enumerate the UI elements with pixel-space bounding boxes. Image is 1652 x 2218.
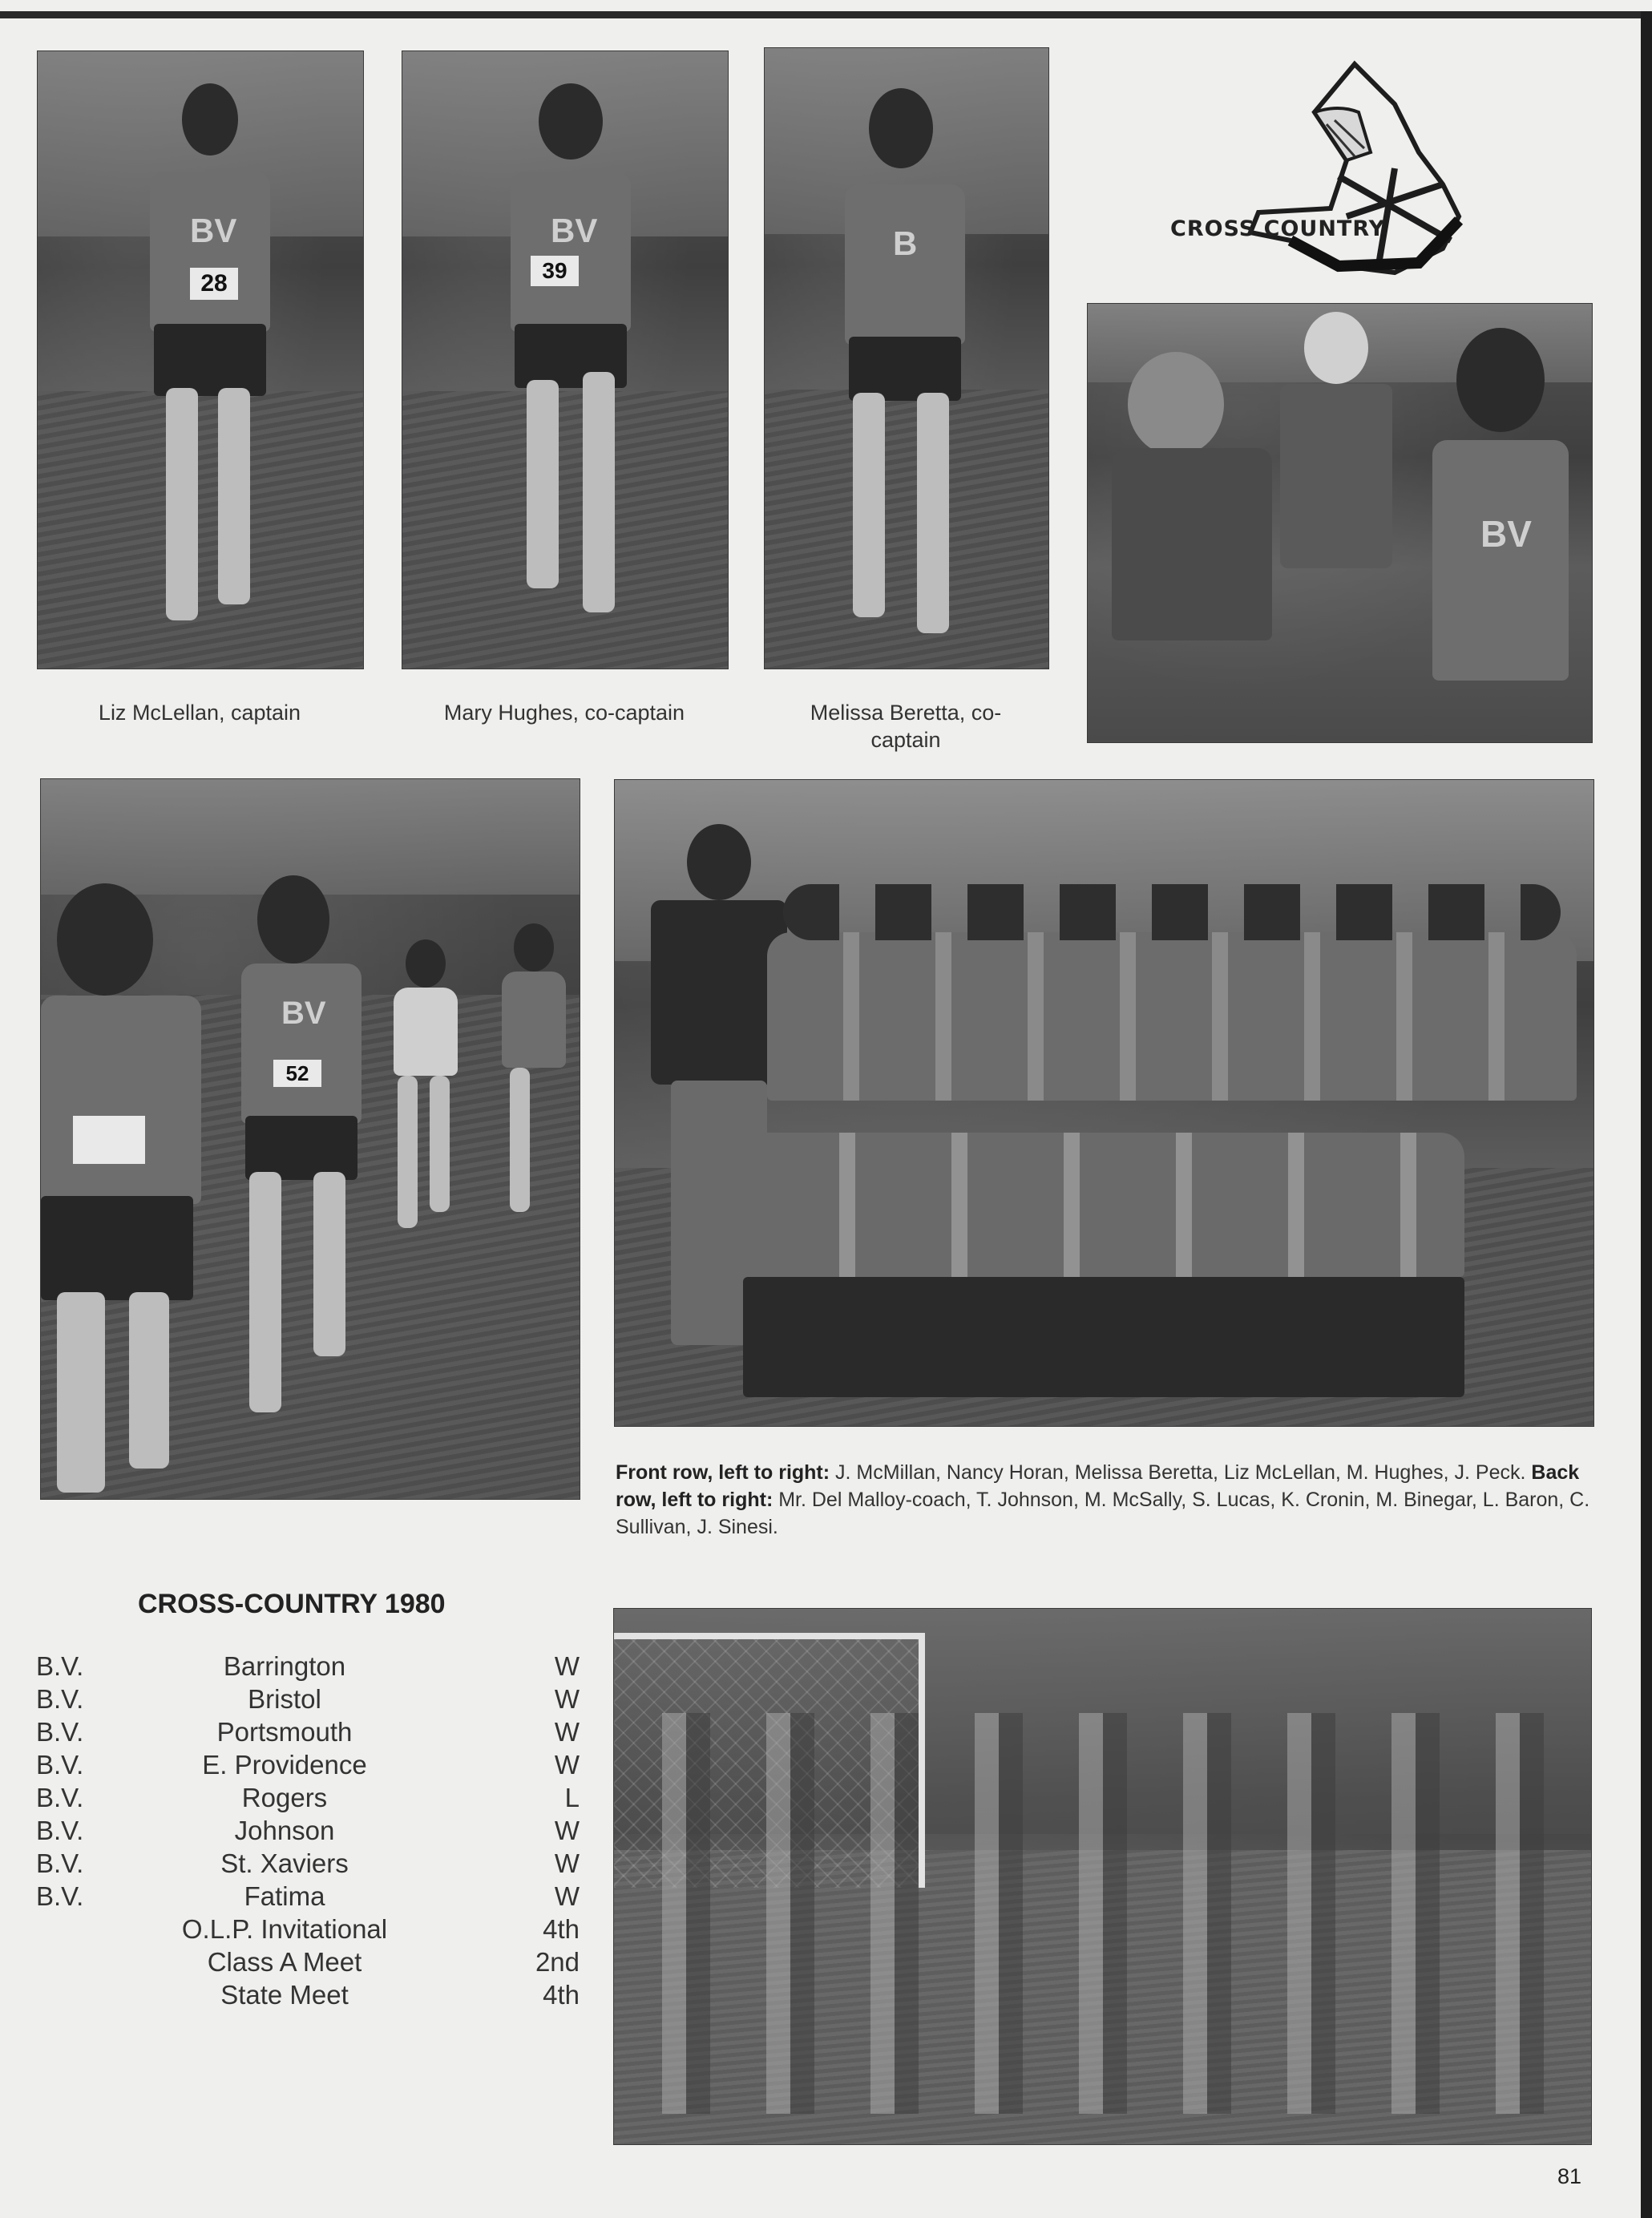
runner-shorts: [154, 324, 266, 396]
schedule-opponent: St. Xaviers: [220, 1848, 349, 1878]
logo-text: CROSS COUNTRY: [1170, 216, 1386, 241]
caption-line: captain: [870, 728, 941, 752]
runner-jersey: [1432, 440, 1569, 681]
back-row-heads: [783, 884, 1561, 940]
front-row-names: J. McMillan, Nancy Horan, Melissa Beretta, Liz McLellan, M. Hughes, J. Peck.: [830, 1461, 1532, 1484]
team-photo-caption: [616, 1459, 1593, 1541]
schedule-opponent: Bristol: [248, 1684, 321, 1714]
schedule-result: L: [564, 1783, 580, 1812]
schedule-title: CROSS-COUNTRY 1980: [138, 1589, 446, 1619]
schedule-opponent: Class A Meet: [207, 1947, 362, 1977]
caption-liz-mclellan: Liz McLellan, captain: [98, 701, 301, 725]
runner-head: [57, 883, 153, 996]
race-bib: 52: [273, 1060, 321, 1087]
top-rule: [0, 11, 1652, 18]
runner-jersey: [845, 184, 965, 345]
schedule-row: [36, 1947, 589, 1980]
photo-field-run: [613, 1608, 1592, 2145]
runner-jersey: [394, 988, 458, 1076]
runner-jersey: [1112, 448, 1272, 640]
photo-race: [40, 778, 580, 1500]
schedule-result: W: [554, 1651, 580, 1681]
page-number: 81: [1557, 2164, 1582, 2188]
runner-leg: [583, 372, 615, 612]
jersey-letters: BV: [190, 212, 237, 249]
schedule-opponent: Johnson: [234, 1816, 335, 1845]
jersey-letters: BV: [1480, 513, 1532, 555]
back-row-jerseys: [767, 932, 1577, 1101]
schedule-row: [36, 1914, 589, 1947]
schedule-result: 4th: [543, 1980, 580, 2010]
runner-jersey: [502, 972, 566, 1068]
runner-figure: [217, 875, 394, 1436]
schedule-result: W: [554, 1684, 580, 1714]
schedule-opponent: Barrington: [223, 1651, 346, 1681]
schedule-row: [36, 1717, 589, 1750]
runner-leg: [853, 393, 885, 617]
runner-figure: [805, 80, 997, 657]
front-row-label: Front row, left to right:: [616, 1461, 830, 1484]
race-bib: [73, 1116, 145, 1164]
runner-head: [514, 923, 554, 972]
runner-figure: [490, 923, 578, 1228]
schedule-result: W: [554, 1816, 580, 1845]
caption-melissa-beretta: [764, 699, 1048, 753]
schedule-team: B.V.: [36, 1783, 84, 1812]
runner-shorts: [245, 1116, 357, 1180]
schedule-opponent: Fatima: [244, 1881, 325, 1911]
schedule-team: B.V.: [36, 1816, 84, 1845]
schedule-team: B.V.: [36, 1684, 84, 1714]
photo-liz-mclellan: [37, 51, 364, 669]
runner-leg: [218, 388, 250, 604]
schedule-result: W: [554, 1717, 580, 1747]
schedule-row: [36, 1816, 589, 1848]
coach-shirt: [1280, 384, 1392, 568]
photo-melissa-beretta: [764, 47, 1049, 669]
race-bib: 39: [531, 256, 579, 286]
runner-head: [1128, 352, 1224, 456]
runner-shorts: [41, 1196, 193, 1300]
runner-leg: [527, 380, 559, 588]
runner-figure: [467, 83, 667, 644]
schedule-result: W: [554, 1750, 580, 1780]
runner-head: [869, 88, 933, 168]
runner-head: [406, 939, 446, 988]
schedule-opponent: O.L.P. Invitational: [181, 1914, 388, 1944]
front-row-legs: [743, 1277, 1464, 1397]
schedule-row: [36, 1684, 589, 1717]
runner-leg: [57, 1292, 105, 1493]
schedule-result: W: [554, 1848, 580, 1878]
caption-line: Melissa Beretta, co-: [810, 701, 1002, 725]
caption-mary-hughes: Mary Hughes, co-captain: [443, 701, 685, 725]
team-front-row: [743, 1101, 1464, 1413]
schedule-team: B.V.: [36, 1881, 84, 1911]
schedule-opponent: Rogers: [241, 1783, 328, 1812]
back-row-names: Mr. Del Malloy-coach, T. Johnson, M. McSally, S. Lucas, K. Cronin, M. Binegar, L. Baron, C. Sullivan, J. Sinesi.: [616, 1489, 1590, 1538]
coach-cap: [1304, 312, 1368, 384]
schedule-team: B.V.: [36, 1651, 84, 1681]
runner-leg: [166, 388, 198, 620]
runner-jersey: [41, 996, 201, 1204]
photo-mary-hughes: [402, 51, 729, 669]
schedule-opponent: State Meet: [220, 1980, 349, 2010]
schedule-opponent: E. Providence: [202, 1750, 367, 1780]
schedule-opponent: Portsmouth: [216, 1717, 353, 1747]
runner-figure: [1400, 328, 1585, 737]
team-back-row: [767, 884, 1577, 1109]
jersey-letters: BV: [281, 996, 326, 1031]
schedule-result: 2nd: [535, 1947, 580, 1977]
schedule-team: B.V.: [36, 1848, 84, 1878]
coach-head: [687, 824, 751, 900]
photo-team-huddle: [1087, 303, 1593, 743]
runner-figure: [110, 83, 302, 644]
runner-leg: [129, 1292, 169, 1469]
runner-leg: [510, 1068, 530, 1212]
race-bib: 28: [190, 268, 238, 300]
runner-leg: [430, 1076, 450, 1212]
jersey-letters: BV: [551, 212, 598, 249]
runner-jersey: [150, 172, 270, 332]
coach-figure: [1272, 312, 1400, 648]
front-row-jerseys: [743, 1133, 1464, 1277]
page-edge: [1641, 11, 1652, 2218]
runner-leg: [249, 1172, 281, 1412]
schedule-result: W: [554, 1881, 580, 1911]
jersey-letters: B: [893, 224, 918, 262]
schedule-row: [36, 1651, 589, 1684]
runner-leg: [398, 1076, 418, 1228]
runner-jersey: [511, 172, 631, 332]
schedule-row: [36, 1881, 589, 1914]
schedule-row: [36, 1848, 589, 1881]
runner-figure: [378, 939, 474, 1244]
runner-head: [182, 83, 238, 156]
runner-leg: [917, 393, 949, 633]
schedule-row: [36, 1980, 589, 2013]
schedule-table: [36, 1651, 589, 2013]
runner-head: [257, 875, 329, 964]
schedule-result: 4th: [543, 1914, 580, 1944]
schedule-row: [36, 1783, 589, 1816]
runner-jersey: [241, 964, 362, 1124]
runner-head: [539, 83, 603, 160]
running-shoe-icon: [1154, 56, 1475, 289]
schedule-team: B.V.: [36, 1717, 84, 1747]
runner-leg: [313, 1172, 345, 1356]
runner-head: [1456, 328, 1545, 432]
schedule-team: B.V.: [36, 1750, 84, 1780]
back-row-label: Back row, left to right:: [616, 1461, 1580, 1511]
runners-group: [630, 1713, 1576, 2114]
photo-team: [614, 779, 1594, 1427]
runner-shorts: [849, 337, 961, 401]
schedule-row: [36, 1750, 589, 1783]
